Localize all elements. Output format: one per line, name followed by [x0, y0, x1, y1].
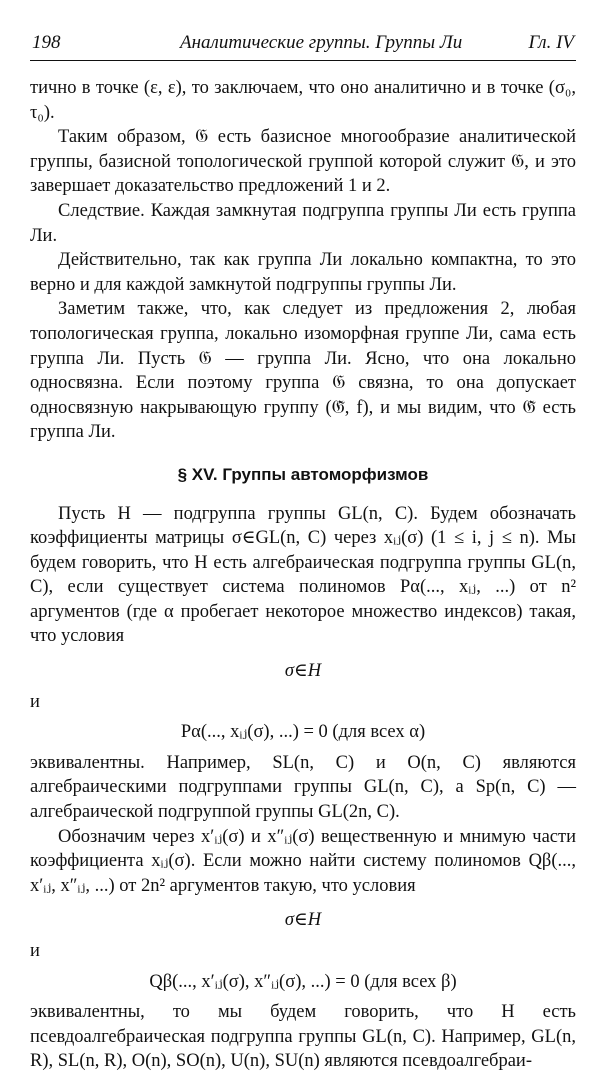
formula: Qβ(..., x′ᵢⱼ(σ), x″ᵢⱼ(σ), ...) = 0 (для всех β)	[149, 971, 457, 992]
formula: σ∈H	[284, 910, 322, 931]
conjunction: и	[30, 691, 40, 712]
section-title: § XV. Группы автоморфизмов	[177, 464, 429, 484]
conjunction: и	[30, 941, 40, 961]
paragraph: эквивалентны. Например, SL(n, C) и O(n, C) являются алгебраическими подгруппами группы GL(n, C), а Sp(n, C) — алгебраической подгруппой группы GL(2n, C).	[30, 752, 576, 823]
paragraph: Действительно, так как группа Ли локально компактна, то это верно и для каждой замкнутой подгруппы группы Ли.	[30, 250, 576, 295]
running-title: Аналитические группы. Группы Ли	[180, 32, 463, 53]
paragraph: Пусть H — подгруппа группы GL(n, C). Будем обозначать коэффициенты матрицы σ∈GL(n, C) через xᵢⱼ(σ) (1 ≤ i, j ≤ n). Мы будем говорить, что H есть алгебраическая подгруппа группы GL(n, C), если существует система полиномов Pα(..., xᵢⱼ, ...) от n² аргументов (где α пробегает некоторое множество индексов) такая, что условия	[30, 503, 576, 647]
formula: Pα(..., xᵢⱼ(σ), ...) = 0 (для всех α)	[180, 722, 426, 743]
paragraph: Обозначим через x′ᵢⱼ(σ) и x″ᵢⱼ(σ) вещественную и мнимую части коэффициента xᵢⱼ(σ). Если можно найти систему полиномов Qβ(..., x′ᵢⱼ, x″ᵢⱼ, ...) от 2n² аргументов такую, что условия	[30, 826, 576, 896]
paragraph-continuation: тично в точке (ε, ε), то заключаем, что оно аналитично и в точке (σ₀, τ₀).	[30, 78, 576, 123]
chapter-label: Гл. IV	[528, 32, 574, 53]
paragraph: эквивалентны, то мы будем говорить, что H есть псевдоалгебраическая подгруппа группы GL(n, C). Например, GL(n, R), SL(n, R), O(n), SO(n), U(n), SU(n) являются псевдоалгебраи-	[30, 1002, 576, 1072]
page-body	[30, 76, 576, 1074]
corollary: Следствие. Каждая замкнутая подгруппа группы Ли есть группа Ли.	[30, 200, 576, 246]
running-header	[30, 30, 576, 61]
formula: σ∈H	[284, 661, 322, 682]
page-number: 198	[32, 32, 61, 53]
paragraph: Заметим также, что, как следует из предложения 2, любая топологическая группа, локально изоморфная группе Ли, сама есть группа Ли. Пусть 𝔊 — группа Ли. Ясно, что она локально односвязна. Если поэтому группа 𝔊 связна, то она допускает односвязную накрывающую группу (𝔊̃, f), и мы видим, что 𝔊̃ есть группа Ли.	[30, 299, 576, 443]
paragraph: Таким образом, 𝔊 есть базисное многообразие аналитической группы, базисной топологической группой которой служит 𝔊, и это завершает доказательство предложений 1 и 2.	[30, 127, 576, 197]
